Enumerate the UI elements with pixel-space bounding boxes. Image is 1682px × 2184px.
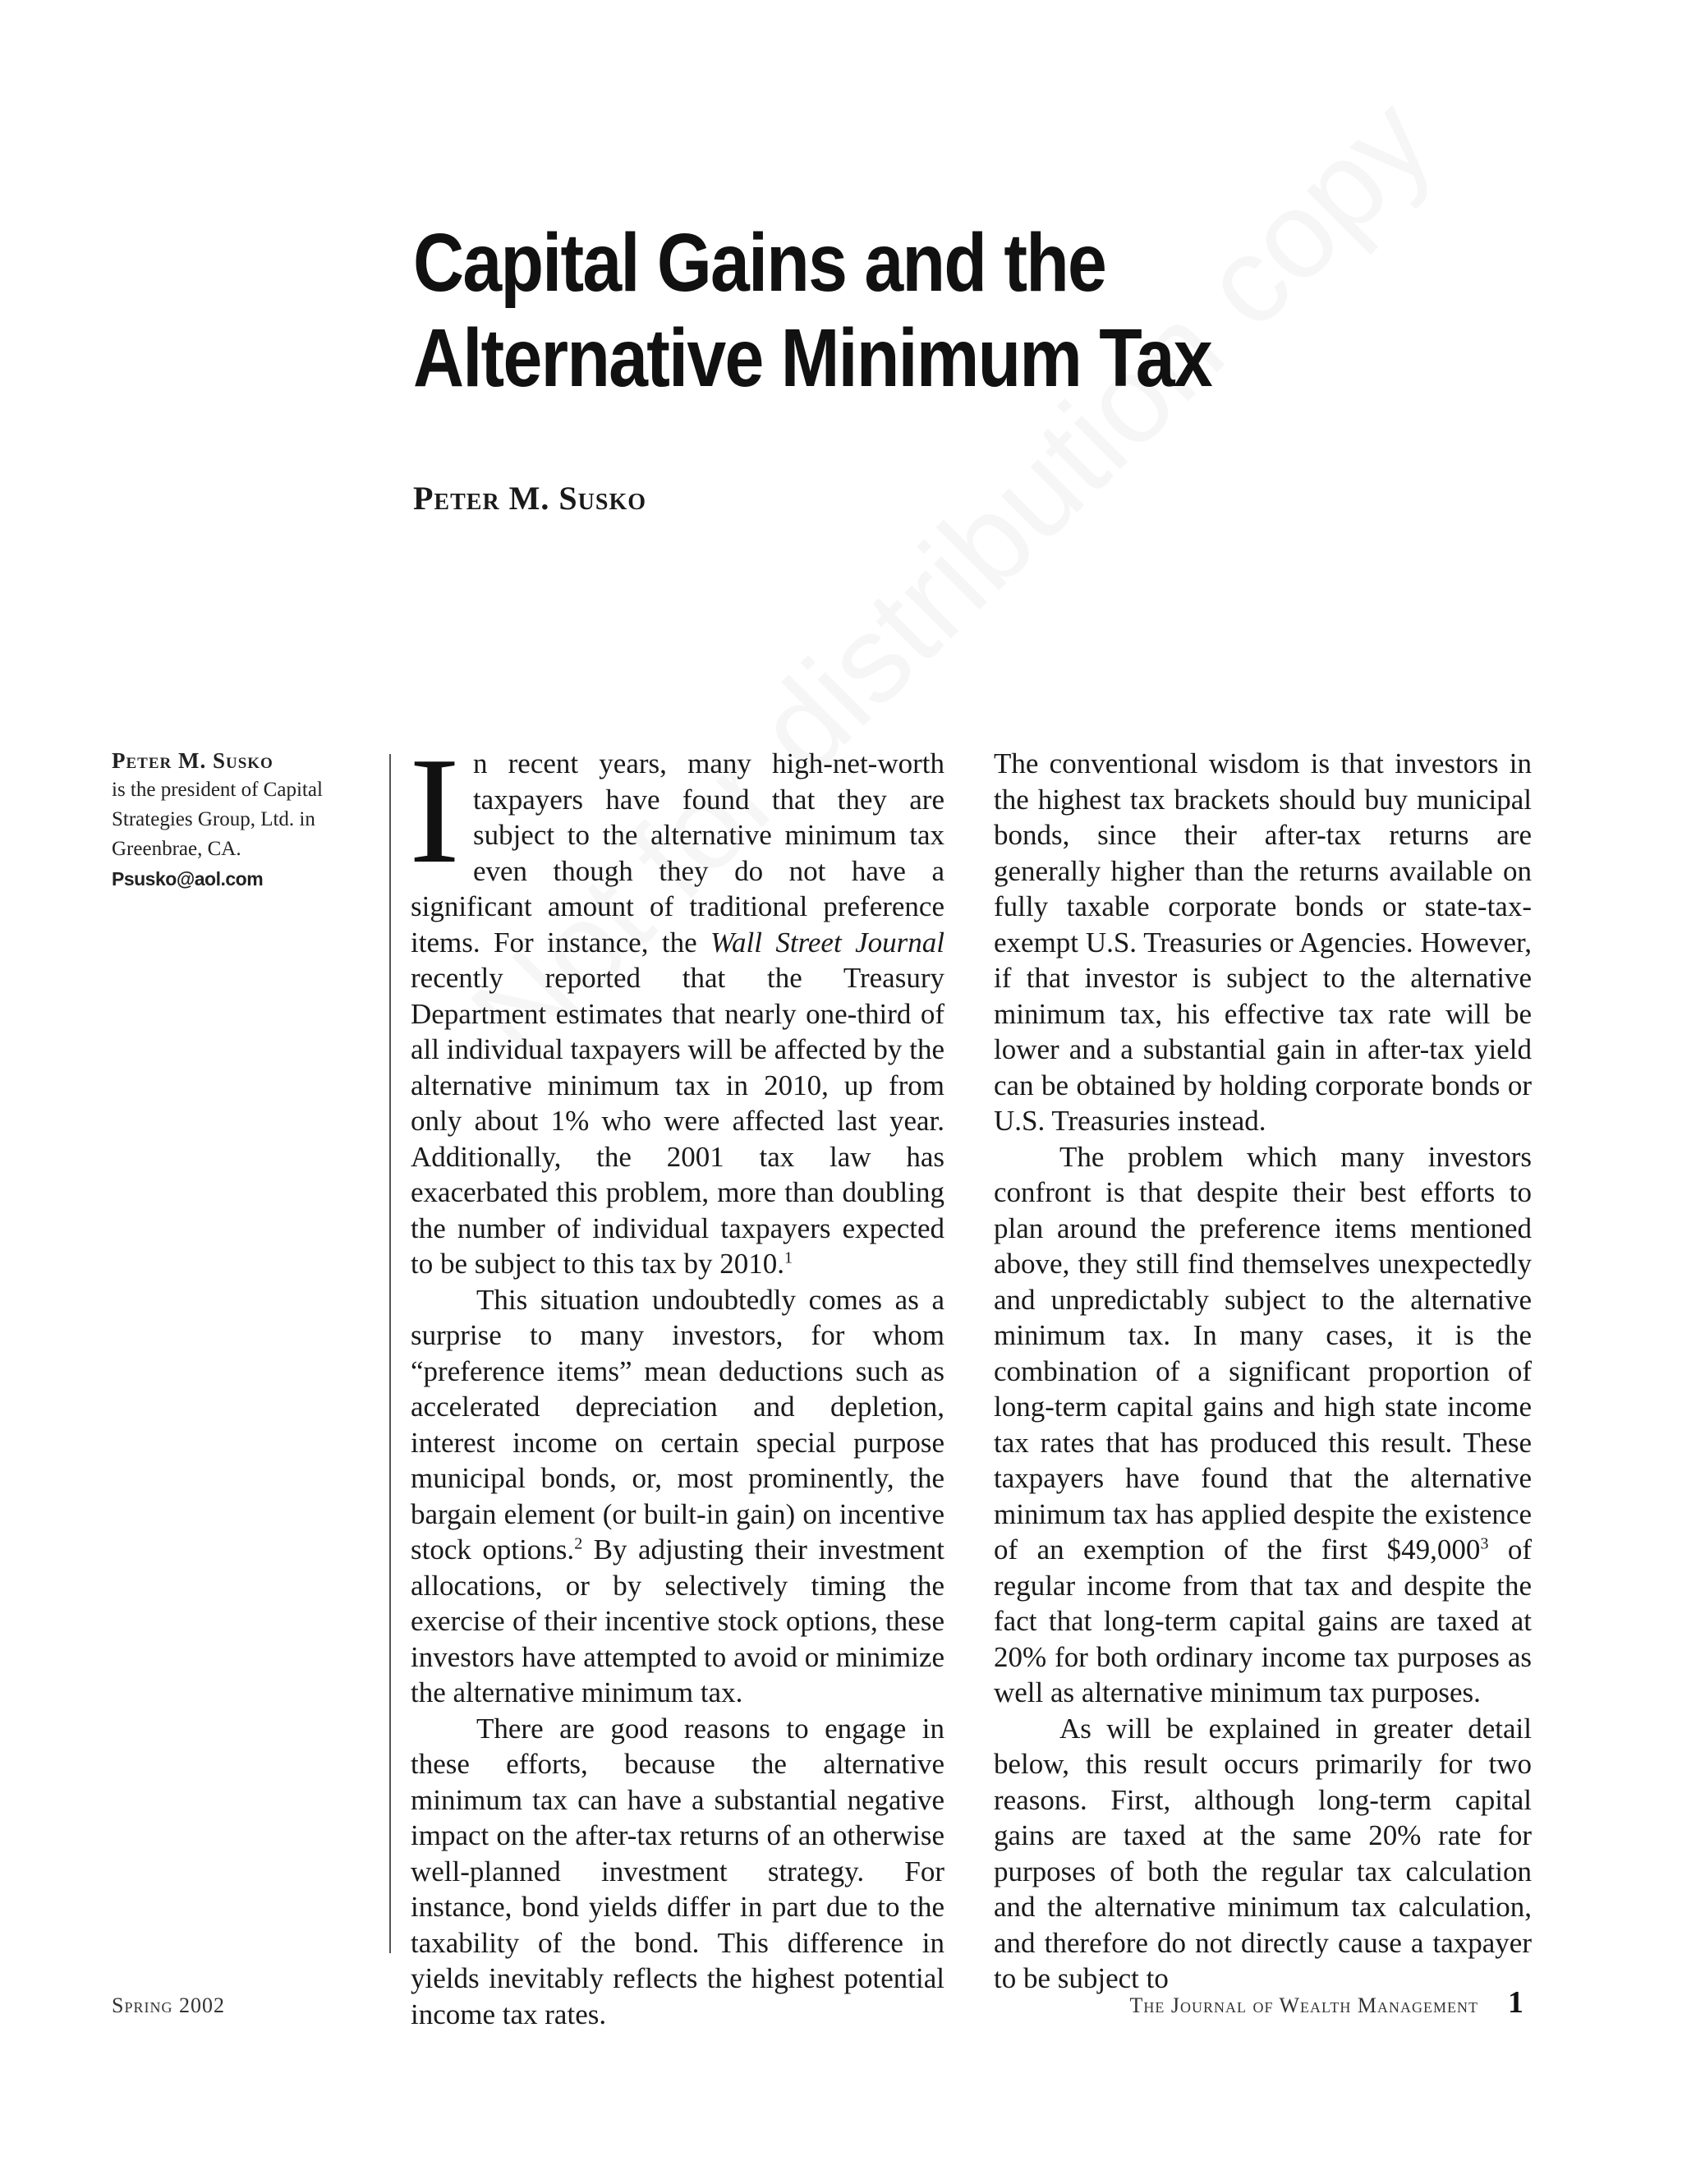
footer-issue: Spring 2002 (112, 1993, 225, 2017)
column-divider-rule (389, 754, 391, 1953)
title-line-2: Alternative Minimum Tax (413, 312, 1211, 404)
paragraph-1-text-a: n recent years, many high-net-worth taxpayers have found that they are subject to the alternative minimum tax even though they do not have a significant amount of traditional preference items. For instance, the (411, 747, 944, 959)
paragraph-2-text-b: By adjusting their investment allocations, or by selectively timing the exercise of their incentive stock options, these investors have attempted to avoid or minimize the alternative minimum tax. (411, 1533, 944, 1708)
title-line-1: Capital Gains and the (413, 217, 1106, 309)
body-column-left (409, 726, 944, 2032)
author-bio-text (112, 775, 375, 864)
author-bio-line-3: Greenbrae, CA. (112, 838, 241, 860)
body-column-right (994, 746, 1532, 1997)
footnote-ref-3[interactable]: 3 (1480, 1534, 1489, 1553)
paragraph-6: As will be explained in greater detail below, this result occurs primarily for two reasons. First, although long-term capital gains are taxed at the same 20% rate for purposes of both the regular tax calculation and the alternative minimum tax calculation, and therefore do not directly cause a taxpayer to be subject to (994, 1712, 1532, 1994)
publication-name: Wall Street Journal (710, 926, 944, 959)
paragraph-5-text-b: of regular income from that tax and despite the fact that long-term capital gains are taxed at 20% for both ordinary income tax purposes as well as alternative minimum tax purposes. (994, 1533, 1533, 1708)
paragraph-5 (994, 1139, 1532, 1711)
author-byline: Peter M. Susko (413, 480, 647, 517)
footnote-ref-1[interactable]: 1 (784, 1248, 793, 1267)
footnote-ref-2[interactable]: 2 (574, 1534, 583, 1553)
paragraph-5-text-a: The problem which many investors confront is that despite their best efforts to plan around the preference items mentioned above, they still find themselves unexpectedly and unpredictably subject to the alternative minimum tax. In many cases, it is the combination of a significant proportion of long-term capital gains and high state income tax rates that has produced this result. These taxpayers have found that the alternative minimum tax has applied despite the existence of an exemption of the first $49,000 (994, 1140, 1532, 1566)
page-number: 1 (1508, 1985, 1523, 2020)
paragraph-1 (409, 726, 944, 1282)
paragraph-1-text-b: recently reported that the Treasury Department estimates that nearly one-third of all individual taxpayers will be affected by the alternative minimum tax in 2010, up from only about 1% who were affected last year. Additionally, the 2001 tax law has exacerbated this problem, more than doubling the number of individual taxpayers expected to be subject to this tax by 2010. (411, 962, 944, 1280)
author-bio-name: Peter M. Susko (112, 748, 273, 773)
footer-journal-name: The Journal of Wealth Management (1129, 1993, 1478, 2017)
author-bio-line-1: is the president of Capital (112, 779, 323, 801)
paragraph-2 (411, 1282, 944, 1711)
author-bio-line-2: Strategies Group, Ltd. in (112, 808, 315, 830)
paragraph-2-text-a: This situation undoubtedly comes as a surprise to many investors, for whom “preference items” mean deductions such as accelerated depreciation and depletion, interest income on certain special purpose municipal bonds, or, most prominently, the bargain element (or built-in gain) on incentive stock options. (411, 1283, 944, 1566)
author-email-link[interactable]: Psusko@aol.com (112, 868, 264, 890)
paragraph-3: There are good reasons to engage in these efforts, because the alternative minimum tax can have a substantial negative impact on the after-tax returns of an otherwise well-planned investment strategy. For instance, bond yields differ in part due to the taxability of the bond. This difference in yields inevitably reflects the highest potential income tax rates. (411, 1712, 944, 2030)
drop-cap: I (409, 726, 460, 895)
author-bio-sidebar (112, 746, 375, 894)
paragraph-4: The conventional wisdom is that investors in the highest tax brackets should buy municipal bonds, since their after-tax returns are generally higher than the returns available on fully taxable corporate bonds or state-tax-exempt U.S. Treasuries or Agencies. However, if that investor is subject to the alternative minimum tax, his effective tax rate will be lower and a substantial gain in after-tax yield can be obtained by holding corporate bonds or U.S. Treasuries instead. (994, 747, 1532, 1137)
